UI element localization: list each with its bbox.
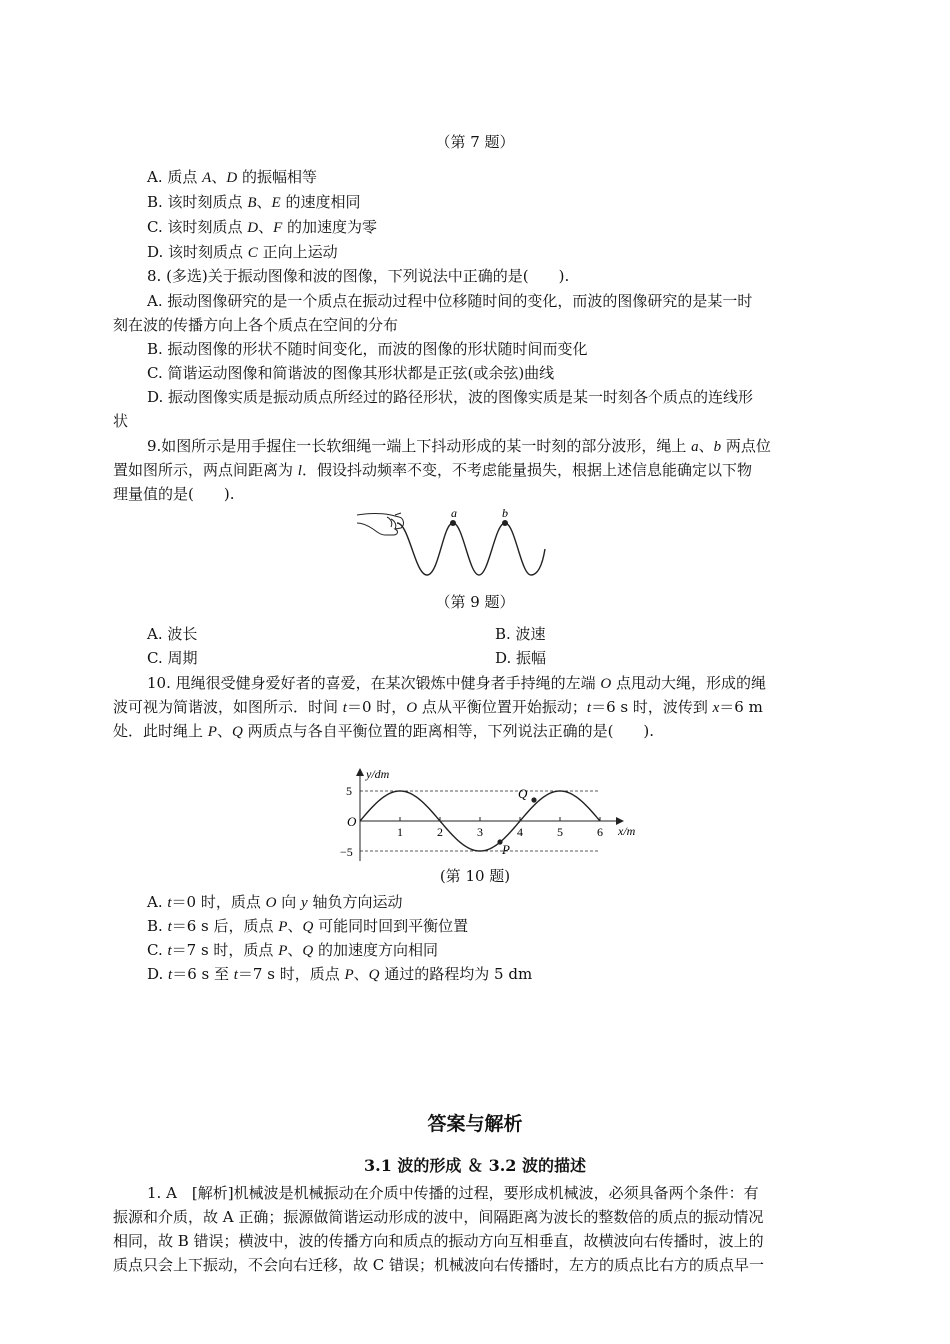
q8-option-b: B. 振动图像的形状不随时间变化，而波的图像的形状随时间而变化 (147, 340, 588, 358)
q8-option-c: C. 简谐运动图像和简谐波的图像其形状都是正弦(或余弦)曲线 (147, 364, 555, 382)
answer-1-line1: 1. A [解析]机械波是机械振动在介质中传播的过程，要形成机械波，必须具备两个条件：有 (147, 1184, 759, 1202)
q9-option-a: A. 波长 (147, 625, 198, 643)
fig7-caption: （第 7 题） (435, 133, 515, 151)
point-label-p: P (502, 842, 510, 857)
answer-1-line3: 相同，故 B 错误；横波中，波的传播方向和质点的振动方向互相垂直，故横波向右传播时，波上的 (113, 1232, 764, 1250)
q9-option-b: B. 波速 (495, 625, 546, 643)
q9-label-a: a (451, 506, 457, 520)
answer-1-line2: 振源和介质，故 A 正确；振源做简谐运动形成的波中，间隔距离为波长的整数倍的质点的振动情况 (113, 1208, 764, 1226)
q10-option-c: C. t＝7 s 时，质点 P、Q 的加速度方向相同 (147, 941, 439, 959)
q7-option-c: C. 该时刻质点 D、F 的加速度为零 (147, 218, 378, 236)
point-q (531, 797, 536, 802)
hand-icon (357, 513, 403, 535)
q10-stem-line3: 处．此时绳上 P、Q 两质点与各自平衡位置的距离相等，下列说法正确的是( ). (113, 722, 655, 740)
q7-option-a: A. 质点 A、D 的振幅相等 (147, 168, 317, 186)
q10-option-b: B. t＝6 s 后，质点 P、Q 可能同时回到平衡位置 (147, 917, 469, 935)
q10-wave-chart (330, 764, 650, 864)
q10-stem-line2: 波可视为简谐波，如图所示．时间 t＝0 时，O 点从平衡位置开始振动；t＝6 s 时，波传到 x＝6 m (113, 698, 763, 716)
q9-wave-curve (397, 523, 545, 575)
x-tick-label: 5 (557, 825, 563, 839)
x-tick-label: 6 (597, 825, 603, 839)
answer-1-line4: 质点只会上下振动，不会向右迁移，故 C 错误；机械波向右传播时，左方的质点比右方的质点早一 (113, 1256, 765, 1274)
q8-option-a-line2: 刻在波的传播方向上各个质点在空间的分布 (113, 316, 399, 334)
q9-point-b (502, 520, 508, 526)
q9-option-c: C. 周期 (147, 649, 198, 667)
x-tick-label: 2 (437, 825, 443, 839)
x-tick-label: 3 (477, 825, 483, 839)
q9-label-b: b (502, 506, 508, 520)
q10-option-d: D. t＝6 s 至 t＝7 s 时，质点 P、Q 通过的路程均为 5 dm (147, 965, 533, 983)
q8-stem: 8. (多选)关于振动图像和波的图像，下列说法中正确的是( ). (147, 267, 570, 285)
origin-label: O (347, 814, 357, 829)
y-axis-label: y/dm (366, 767, 390, 781)
q9-option-d: D. 振幅 (495, 649, 547, 667)
y-tick-label: 5 (346, 784, 352, 798)
q8-option-d-line2: 状 (113, 412, 129, 430)
answers-section-heading: 3.1 波的形成 ＆ 3.2 波的描述 (364, 1156, 586, 1175)
x-tick-label: 4 (517, 825, 523, 839)
q7-option-b: B. 该时刻质点 B、E 的速度相同 (147, 193, 361, 211)
fig9-caption: （第 9 题） (435, 593, 515, 611)
q9-stem-line1: 9.如图所示是用手握住一长软细绳一端上下抖动形成的某一时刻的部分波形，绳上 a、b 两点位 (147, 437, 771, 455)
q8-option-a-line1: A. 振动图像研究的是一个质点在振动过程中位移随时间的变化，而波的图像研究的是某一时 (147, 292, 753, 310)
x-axis-label: x/m (618, 824, 636, 838)
q9-point-a (450, 520, 456, 526)
fig10-caption: (第 10 题) (439, 867, 511, 885)
q9-rope-figure (355, 505, 555, 583)
q9-stem-line2: 置如图所示，两点间距离为 l．假设抖动频率不变，不考虑能量损失，根据上述信息能确定以下物 (113, 461, 752, 479)
q7-option-d: D. 该时刻质点 C 正向上运动 (147, 243, 338, 261)
q10-stem-line1: 10. 甩绳很受健身爱好者的喜爱，在某次锻炼中健身者手持绳的左端 O 点甩动大绳，形成的绳 (147, 674, 767, 692)
q10-option-a: A. t＝0 时，质点 O 向 y 轴负方向运动 (147, 893, 403, 911)
point-label-q: Q (518, 786, 528, 801)
x-tick-label: 1 (397, 825, 403, 839)
q8-option-d-line1: D. 振动图像实质是振动质点所经过的路径形状，波的图像实质是某一时刻各个质点的连线形 (147, 388, 754, 406)
q9-stem-line3: 理量值的是( ). (113, 485, 235, 503)
y-tick-label: −5 (340, 845, 353, 859)
answers-title: 答案与解析 (427, 1113, 523, 1135)
